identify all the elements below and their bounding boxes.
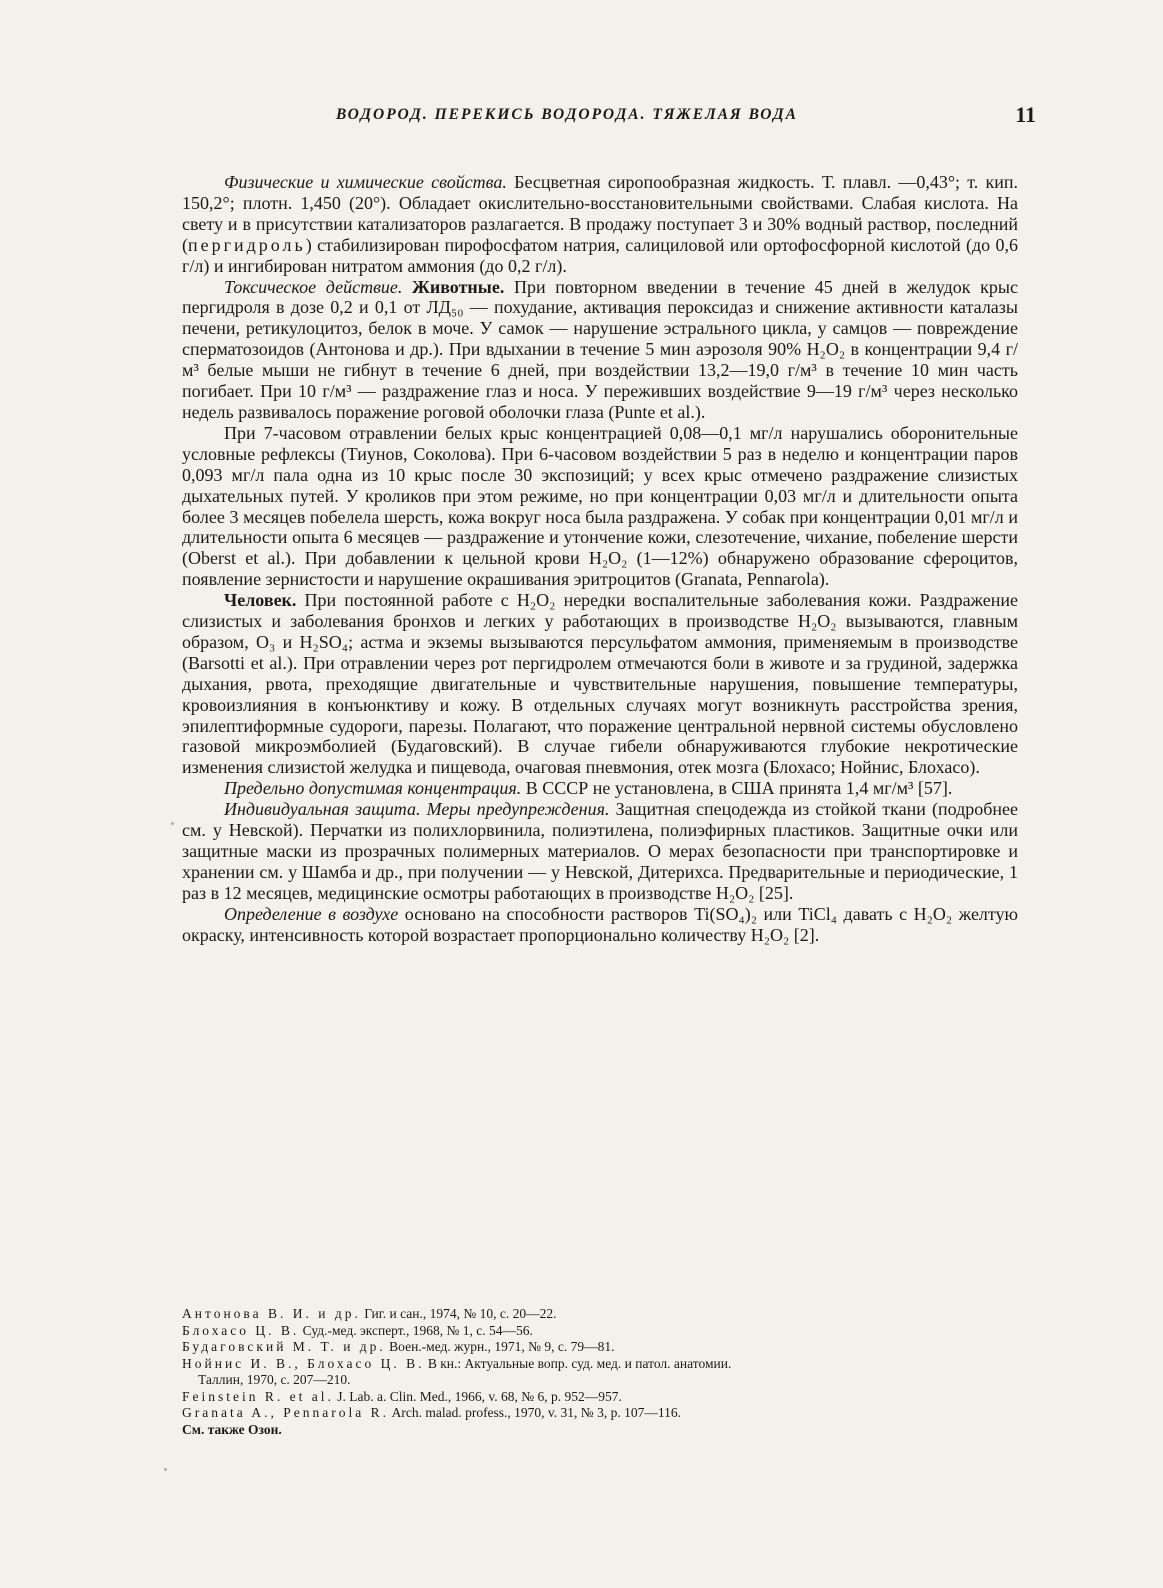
section-heading: Физические и химические свойства. (224, 172, 507, 192)
scan-speck (171, 822, 174, 825)
paragraph-text: Бесцветная сиропообразная жидкость. Т. плавл. —0,43°; т. кип. 150,2°; плотн. 1,450 (20°). Обладает окислительно-восстановительными свойствами. Слабая кислота. На свету и в присутствии катализаторов разлагается. В продажу поступает 3 и 30% водный раствор, последний ( (182, 172, 1019, 255)
reference-text: J. Lab. a. Clin. Med., 1966, v. 68, № 6, p. 952—957. (333, 1388, 622, 1404)
reference-item (182, 1405, 1018, 1422)
reference-author: Feinstein R. et al. (182, 1388, 334, 1404)
section-physical-properties (182, 172, 1018, 277)
reference-author: Антонова В. И. и др. (182, 1306, 361, 1321)
reference-text: Воен.-мед. журн., 1971, № 9, с. 79—81. (385, 1339, 615, 1354)
reference-text: Суд.-мед. эксперт., 1968, № 1, с. 54—56. (299, 1322, 533, 1338)
paragraph-text: Защитная спецодежда из стойкой ткани (подробнее см. у Невской). Перчатки из полихлорвинила, полиэтилена, полиэфирных пластиков. Защитные очки или защитные маски из прозрачных полимерных материалов. О мерах безопасности при транспортировке и хранении см. у Шамба и др., при получении — у Невской, Дитерихса. Предварительные и периодические, 1 раз в 12 месяцев, медицинские осмотры работающих в производстве H₂O₂ [25]. (182, 799, 1018, 903)
reference-item (182, 1323, 1018, 1340)
subsection-label: Человек. (224, 590, 297, 611)
reference-text: Arch. malad. profess., 1970, v. 31, № 3, p. 107—116. (388, 1405, 681, 1420)
page-header (336, 104, 1036, 134)
reference-item (182, 1356, 1018, 1389)
reference-author: Нойнис И. В., Блохасо Ц. В. (182, 1355, 425, 1371)
reference-item (182, 1389, 1018, 1406)
references-list (182, 1306, 1018, 1438)
section-toxic-action (182, 277, 1018, 423)
section-heading: Токсическое действие. (224, 276, 403, 297)
paragraph-text: В СССР не установлена, в США принята 1,4 мг/м³ [57]. (521, 778, 953, 799)
reference-item (182, 1339, 1018, 1356)
section-heading: Предельно допустимая концентрация. (224, 778, 522, 799)
paragraph-rats: При 7-часовом отравлении белых крыс концентрацией 0,08—0,1 мг/л нарушались оборонительные условные рефлексы (Тиунов, Соколова). При 6-часовом воздействии 5 раз в неделю и концентрации паров 0,093 мг/л пала одна из 10 крыс после 30 экспозиций; у всех крыс отмечено раздражение слизистых дыхательных путей. У кроликов при этом режиме, но при концентрации 0,03 мг/л и длительности опыта более 3 месяцев побелела шерсть, кожа вокруг носа была раздражена. У собак при концентрации 0,01 мг/л и длительности опыта 6 месяцев — раздражение и утончение кожи, слезотечение, чихание, побеление шерсти (Oberst et al.). При добавлении к цельной крови H₂O₂ (1—12%) обнаружено образование сфероцитов, появление зернистости и нарушение окрашивания эритроцитов (Granata, Pennarola). (182, 422, 1018, 590)
section-human (182, 590, 1018, 778)
paragraph-text: При повторном введении в течение 45 дней в желудок крыс пергидроля в дозе 0,2 и 0,1 от ЛД₅₀ — похудание, активация пероксидаз и снижение активности каталазы печени, ретикулоцитоз, белок в моче. У самок — нарушение эстрального цикла, у самцов — повреждение сперматозоидов (Антонова и др.). При вдыхании в течение 5 мин аэрозоля 90% H₂O₂ в концентрации 9,4 г/м³ белые мыши не гибнут в течение 6 дней, при воздействии 13,2—19,0 г/м³ в течение 10 мин часть погибает. При 10 г/м³ — раздражение глаз и носа. У переживших воздействие 9—19 г/м³ через несколько недель развивалось поражение роговой оболочки глаза (Punte et al.). (182, 276, 1018, 422)
reference-author: Блохасо Ц. В. (182, 1322, 300, 1338)
subsection-label: Животные. (402, 276, 505, 297)
reference-item (182, 1306, 1018, 1323)
section-pdk (182, 778, 1018, 799)
reference-author: Granata A., Pennarola R. (182, 1405, 389, 1420)
scan-speck (164, 1468, 167, 1471)
section-detection (182, 904, 1018, 946)
reference-text: В кн.: Актуальные вопр. суд. мед. и патол. анатомии. (424, 1355, 732, 1371)
section-protection (182, 799, 1018, 904)
see-also: См. также Озон. (182, 1421, 282, 1437)
paragraph-text: При постоянной работе с H₂O₂ нередки воспалительные заболевания кожи. Раздражение слизистых и заболевания бронхов и легких у работающих в производстве H₂O₂ вызываются, главным образом, O₃ и H₂SO₄; астма и экземы вызываются персульфатом аммония, применяемым в производстве (Barsotti et al.). При отравлении через рот пергидролем отмечаются боли в животе и за грудиной, задержка дыхания, рвота, преходящие двигательные и чувствительные нарушения, повышение температуры, кровоизлияния в конъюнктиву и кожу. В отдельных случаях могут возникнуть расстройства зрения, эпилептиформные судороги, парезы. Полагают, что поражение центральной нервной системы обусловлено газовой микроэмболией (Будаговский). В случае гибели обнаруживаются глубокие некротические изменения слизистой желудка и пищевода, очаговая пневмония, отек мозга (Блохасо; Нойнис, Блохасо). (182, 590, 1018, 778)
page-number: 11 (1015, 102, 1036, 127)
paragraph-text: ) стабилизирован пирофосфатом натрия, салициловой или ортофосфорной кислотой (до 0,6 г/л) и ингибирован нитратом аммония (до 0,2 г/л). (182, 234, 1018, 276)
reference-text: Гиг. и сан., 1974, № 10, с. 20—22. (360, 1306, 557, 1321)
term-text: пергидроль (188, 234, 306, 255)
section-heading: Определение в воздухе (224, 903, 399, 924)
running-title: ВОДОРОД. ПЕРЕКИСЬ ВОДОРОДА. ТЯЖЕЛАЯ ВОДА (336, 106, 798, 123)
reference-continuation: Таллин, 1970, с. 207—210. (198, 1372, 351, 1387)
paragraph-text: основано на способности растворов Ti(SO₄)₂ или TiCl₄ давать с H₂O₂ желтую окраску, интенсивность которой возрастает пропорционально количеству H₂O₂ [2]. (182, 903, 1018, 945)
section-heading: Индивидуальная защита. Меры предупреждения. (224, 799, 610, 820)
body-text (182, 172, 1018, 946)
reference-author: Будаговский М. Т. и др. (182, 1339, 386, 1354)
